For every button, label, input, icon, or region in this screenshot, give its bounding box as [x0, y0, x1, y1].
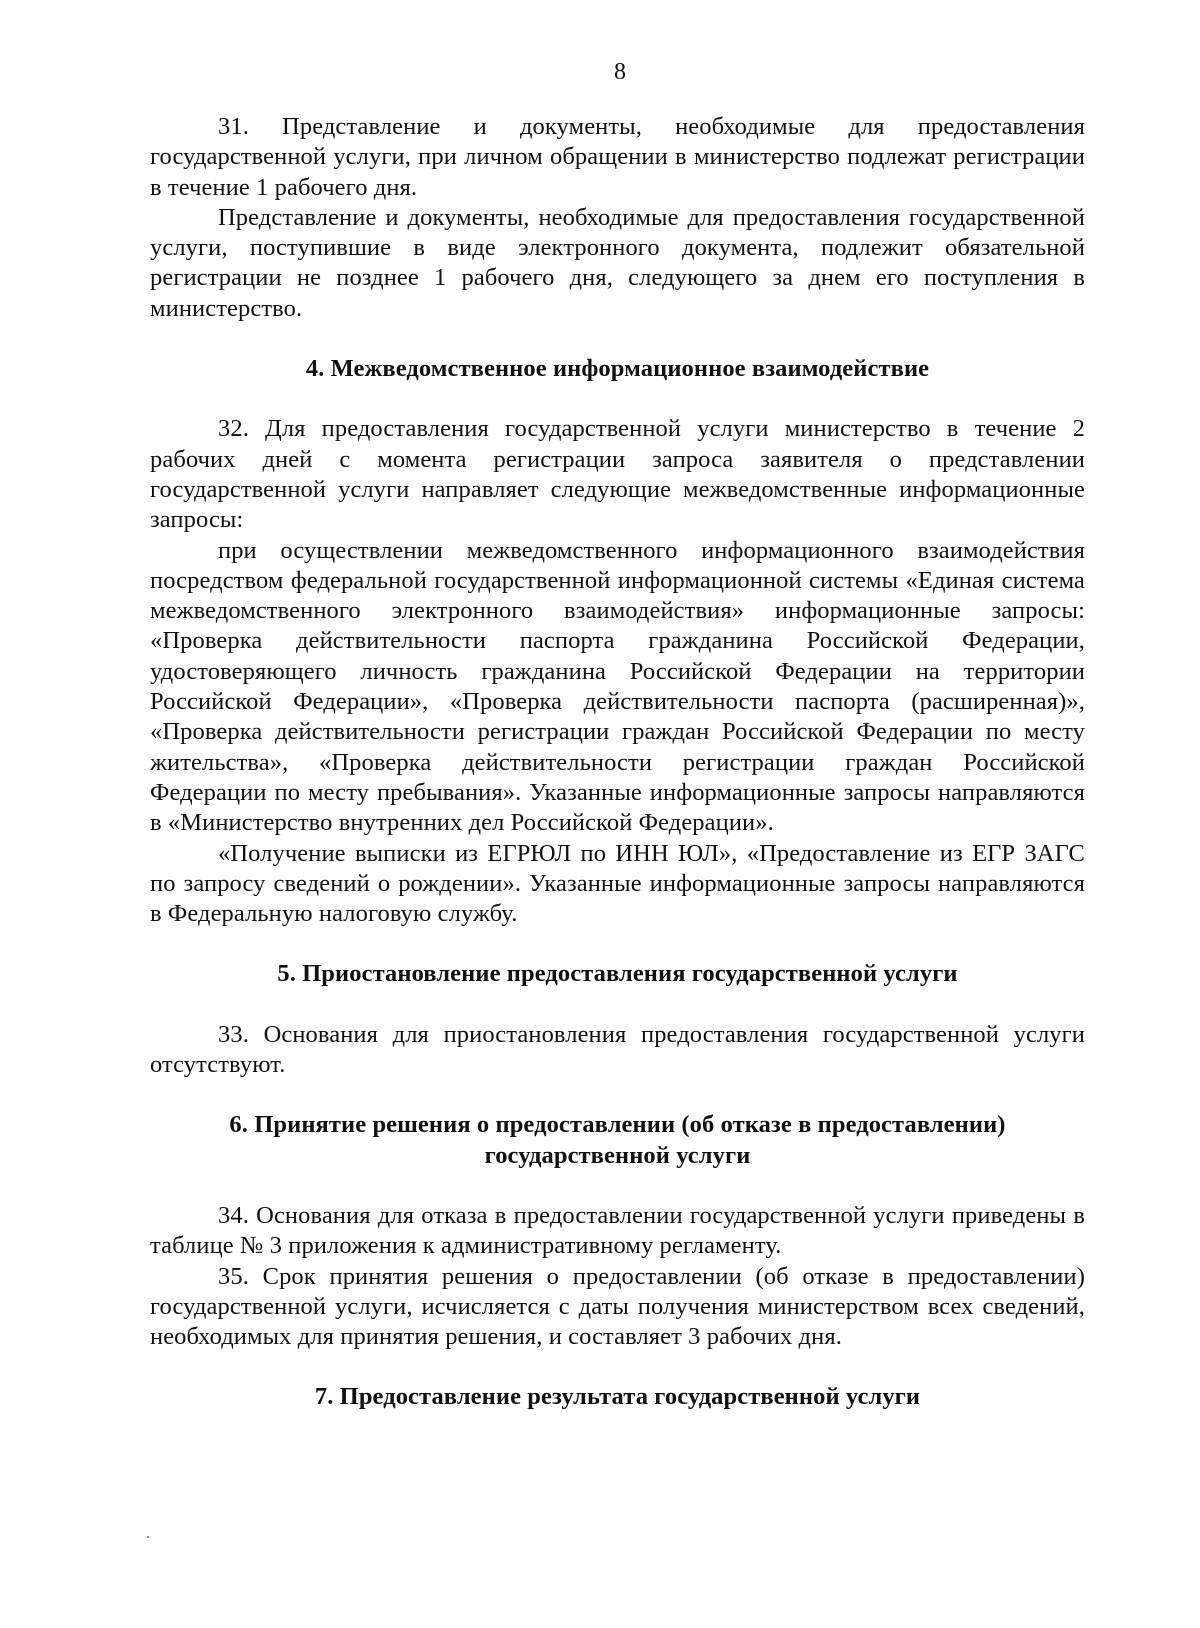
page-number: 8: [614, 59, 626, 85]
section-heading-7: 7. Предоставление результата государственной услуги: [314, 1383, 921, 1411]
paragraph-33: 33. Основания для приостановления предоставления государственной услуги отсутствуют.: [150, 1020, 1085, 1079]
paragraph-34: 34. Основания для отказа в предоставлении государственной услуги приведены в таблице № 3 приложения к административному регламенту.: [150, 1201, 1085, 1260]
paragraph-31-continued: Представление и документы, необходимые для предоставления государственной услуги, поступившие в виде электронного документа, подлежит обязательной регистрации не позднее 1 рабочего дня, следующего за днем его поступления в министерство.: [150, 203, 1085, 322]
paragraph-31: 31. Представление и документы, необходимые для предоставления государственной услуги, при личном обращении в министерство подлежат регистрации в течение 1 рабочего дня.: [150, 113, 1085, 201]
section-heading-6: [150, 1110, 1085, 1171]
section-heading-4: 4. Межведомственное информационное взаимодействие: [305, 355, 930, 383]
section-heading-6-line-1: 6. Принятие решения о предоставлении (об отказе в предоставлении): [229, 1111, 1006, 1139]
paragraph-32-fns: «Получение выписки из ЕГРЮЛ по ИНН ЮЛ», «Предоставление из ЕГР ЗАГС по запросу сведений о рождении». Указанные информационные запросы направляются в Федеральную налоговую службу.: [150, 839, 1085, 928]
paragraph-32: 32. Для предоставления государственной услуги министерство в течение 2 рабочих дней с момента регистрации запроса заявителя о представлении государственной услуги направляет следующие межведомственные информационные запросы:: [150, 415, 1085, 534]
paragraph-32-smev: при осуществлении межведомственного информационного взаимодействия посредством федеральной государственной информационной системы «Единая система межведомственного электронного взаимодействия» информационные запросы: «Проверка действительности паспорта гражданина Российской Федерации, удостоверяющего личность гражданина Российской Федерации на территории Российской Федерации», «Проверка действительности паспорта (расширенная)», «Проверка действительности регистрации граждан Российской Федерации по месту жительства», «Проверка действительности регистрации граждан Российской Федерации по месту пребывания». Указанные информационные запросы направляются в «Министерство внутренних дел Российской Федерации».: [150, 536, 1085, 837]
paragraph-35: 35. Срок принятия решения о предоставлении (об отказе в предоставлении) государственной услуги, исчисляется с даты получения министерством всех сведений, необходимых для принятия решения, и составляет 3 рабочих дня.: [150, 1262, 1085, 1351]
section-heading-5: 5. Приостановление предоставления государственной услуги: [277, 960, 958, 988]
document-body: [150, 112, 1085, 1413]
scan-dot: [147, 1536, 149, 1538]
section-heading-6-line-2: государственной услуги: [484, 1141, 751, 1169]
